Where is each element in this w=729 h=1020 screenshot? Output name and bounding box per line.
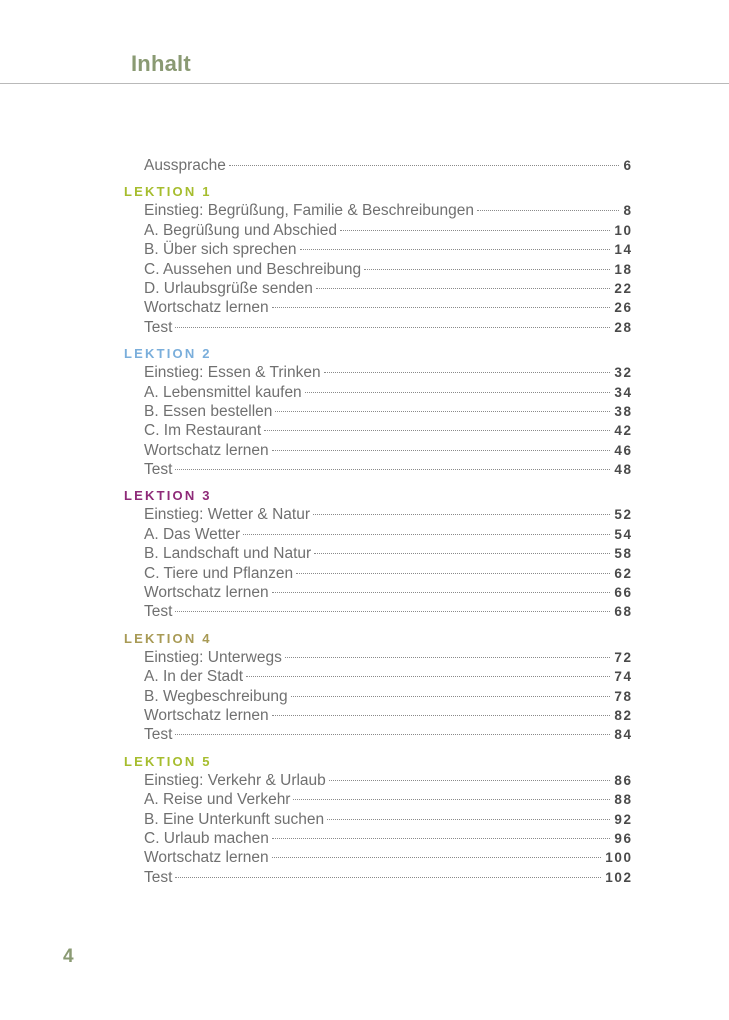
toc-entry-page: 14 [614,242,633,258]
dot-leader [285,657,611,658]
dot-leader [314,553,610,554]
dot-leader [305,392,611,393]
toc-entry[interactable] [144,829,631,848]
lesson-heading-3: LEKTION 3 [124,488,212,504]
toc-entry-page: 78 [614,688,633,704]
dot-leader [272,838,610,839]
toc-entry-page: 28 [614,319,633,335]
page-number: 4 [63,946,74,967]
lesson-heading-2: LEKTION 2 [124,346,212,362]
toc-entry-label: Wortschatz lernen [144,441,269,459]
toc-entry-page: 72 [614,649,633,665]
dot-leader [293,799,610,800]
dot-leader [300,249,611,250]
toc-entry-label: A. Das Wetter [144,525,241,543]
toc-entry-page: 62 [614,565,633,581]
toc-entry[interactable] [144,790,631,809]
toc-entry[interactable] [144,260,631,279]
toc-entry-label: C. Tiere und Pflanzen [144,564,294,582]
toc-entry-page: 82 [614,707,633,723]
toc-entry-label: C. Urlaub machen [144,829,269,847]
toc-entry[interactable] [144,240,631,259]
toc-entry-aussprache[interactable] [144,156,631,175]
toc-entry-label: C. Aussehen und Beschreibung [144,260,362,278]
toc-entry-page: 86 [614,772,633,788]
toc-entry[interactable] [144,421,631,440]
toc-entry[interactable] [144,725,631,744]
toc-entry-label: B. Landschaft und Natur [144,545,312,563]
toc-entry[interactable] [144,460,631,479]
lesson-heading-4: LEKTION 4 [124,630,212,646]
toc-entry-label: A. In der Stadt [144,668,244,686]
toc-entry-page: 100 [605,850,633,866]
toc-entry-page: 18 [614,261,633,277]
toc-entry-page: 34 [614,384,633,400]
toc-entry-page: 48 [614,462,633,478]
toc-entry[interactable] [144,363,631,382]
toc-entry-label: C. Im Restaurant [144,422,262,440]
title-divider [0,83,729,84]
dot-leader [175,327,610,328]
dot-leader [272,592,611,593]
toc-entry-page: 58 [614,546,633,562]
toc-entry-label: B. Wegbeschreibung [144,687,288,705]
toc-entry-page: 102 [605,869,633,885]
toc-entry-label: Test [144,318,173,336]
toc-entry[interactable] [144,279,631,298]
toc-entry-page: 92 [614,811,633,827]
toc-entry-label: Aussprache [144,157,226,174]
toc-entry[interactable] [144,848,631,867]
toc-entry[interactable] [144,318,631,337]
toc-entry[interactable] [144,687,631,706]
toc-entry[interactable] [144,525,631,544]
dot-leader [275,411,610,412]
toc-entry-label: B. Über sich sprechen [144,241,297,259]
toc-entry-label: D. Urlaubsgrüße senden [144,279,313,297]
dot-leader [175,469,610,470]
toc-entry-label: Wortschatz lernen [144,849,269,867]
toc-entry[interactable] [144,505,631,524]
toc-entry-label: A. Reise und Verkehr [144,791,291,809]
toc-entry[interactable] [144,201,631,220]
table-of-contents [124,156,631,887]
toc-entry-page: 46 [614,442,633,458]
toc-entry-label: Test [144,461,173,479]
toc-entry-label: Einstieg: Wetter & Natur [144,506,310,524]
dot-leader [327,819,610,820]
dot-leader [272,857,602,858]
toc-entry-label: Wortschatz lernen [144,299,269,317]
toc-entry-label: Test [144,868,173,886]
toc-entry-page: 42 [614,423,633,439]
dot-leader [324,372,611,373]
toc-entry[interactable] [144,298,631,317]
toc-entry[interactable] [144,564,631,583]
toc-entry-label: Wortschatz lernen [144,584,269,602]
lesson-heading-1: LEKTION 1 [124,184,212,200]
dot-leader [272,450,611,451]
page-title: Inhalt [131,51,191,76]
toc-entry-page: 88 [614,792,633,808]
dot-leader [243,534,610,535]
dot-leader [175,734,610,735]
toc-entry-label: B. Eine Unterkunft suchen [144,810,325,828]
toc-entry[interactable] [144,667,631,686]
dot-leader [291,696,611,697]
toc-entry-page: 32 [614,365,633,381]
toc-entry[interactable] [144,402,631,421]
toc-entry[interactable] [144,810,631,829]
toc-entry[interactable] [144,383,631,402]
dot-leader [316,288,611,289]
dot-leader [340,230,610,231]
dot-leader [229,165,620,166]
toc-entry-label: A. Lebensmittel kaufen [144,383,302,401]
toc-entry[interactable] [144,771,631,790]
toc-entry-label: Wortschatz lernen [144,706,269,724]
toc-entry-page: 96 [614,830,633,846]
lesson-heading-5: LEKTION 5 [124,753,212,769]
toc-entry[interactable] [144,868,631,887]
toc-entry-label: Test [144,726,173,744]
toc-entry-page: 6 [623,158,633,173]
toc-entry-label: Einstieg: Essen & Trinken [144,364,321,382]
toc-entry-page: 22 [614,280,633,296]
toc-entry-label: Test [144,603,173,621]
toc-entry-page: 84 [614,727,633,743]
toc-entry[interactable] [144,602,631,621]
toc-entry-page: 74 [614,669,633,685]
toc-entry-page: 66 [614,585,633,601]
dot-leader [477,210,619,211]
toc-entry-page: 8 [623,203,633,219]
dot-leader [313,514,610,515]
toc-entry-page: 54 [614,526,633,542]
toc-entry[interactable] [144,544,631,563]
dot-leader [296,573,610,574]
toc-entry-label: Einstieg: Begrüßung, Familie & Beschreibungen [144,202,474,220]
toc-entry-label: A. Begrüßung und Abschied [144,221,338,239]
toc-entry-page: 52 [614,507,633,523]
dot-leader [175,877,601,878]
toc-entry[interactable] [144,648,631,667]
toc-entry-label: B. Essen bestellen [144,402,273,420]
dot-leader [272,307,611,308]
dot-leader [272,715,611,716]
dot-leader [246,676,610,677]
toc-entry-page: 38 [614,403,633,419]
dot-leader [175,611,610,612]
toc-entry[interactable] [144,706,631,725]
toc-entry-label: Einstieg: Unterwegs [144,648,282,666]
dot-leader [364,269,610,270]
dot-leader [329,780,611,781]
toc-entry[interactable] [144,221,631,240]
toc-entry[interactable] [144,441,631,460]
dot-leader [264,430,610,431]
toc-entry[interactable] [144,583,631,602]
toc-entry-page: 68 [614,604,633,620]
toc-entry-page: 26 [614,300,633,316]
toc-entry-label: Einstieg: Verkehr & Urlaub [144,771,326,789]
toc-entry-page: 10 [614,222,633,238]
